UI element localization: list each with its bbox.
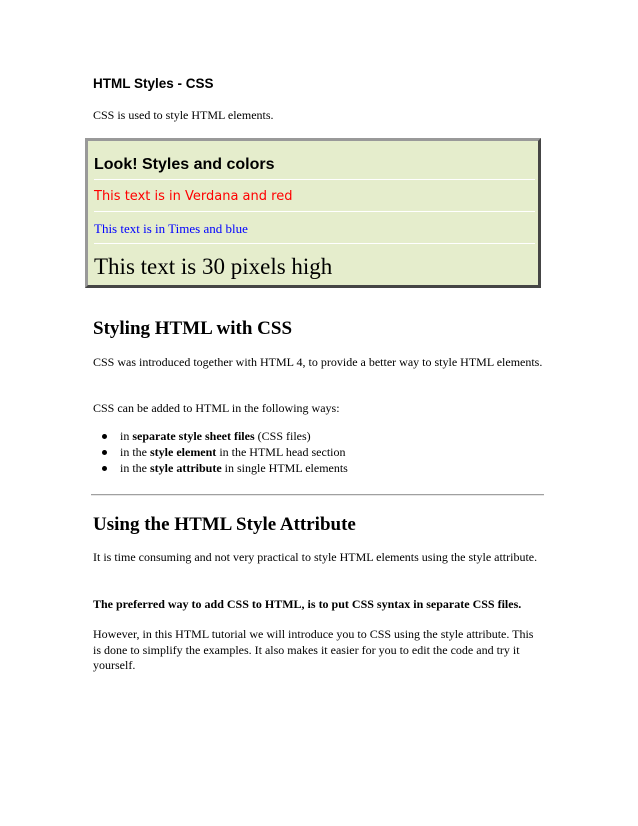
section-title-style-attribute: Using the HTML Style Attribute [93,514,356,535]
paragraph-tutorial-note: However, in this HTML tutorial we will introduce you to CSS using the style attribute. This is done to simplify the examples. It also makes it easier for you to edit the code and try it yourself. [93,627,534,672]
list-item: in the style attribute in single HTML elements [93,460,348,476]
paragraph-css-intro: CSS was introduced together with HTML 4, to provide a better way to style HTML elements. [93,355,543,369]
list-item: in the style element in the HTML head section [93,444,348,460]
bullet-icon [102,466,107,471]
page-heading: HTML Styles - CSS [93,76,214,91]
bullet-icon [102,450,107,455]
bullet-icon [102,434,107,439]
paragraph-ways-intro: CSS can be added to HTML in the following ways: [93,401,340,415]
paragraph-style-attribute: It is time consuming and not very practical to style HTML elements using the style attribute. [93,550,538,564]
section-title-styling: Styling HTML with CSS [93,318,293,339]
paragraph-preferred-way: The preferred way to add CSS to HTML, is to put CSS syntax in separate CSS files. [93,597,522,611]
css-ways-list [93,428,348,476]
list-item: in separate style sheet files (CSS files) [93,428,348,444]
horizontal-divider [91,494,544,496]
demo-30px-line: This text is 30 pixels high [94,254,333,279]
demo-times-blue-line: This text is in Times and blue [94,212,535,244]
demo-verdana-red-line: This text is in Verdana and red [94,180,535,212]
intro-text: CSS is used to style HTML elements. [93,108,274,122]
demo-heading: Look! Styles and colors [94,145,535,180]
styles-demo-box [85,138,541,288]
